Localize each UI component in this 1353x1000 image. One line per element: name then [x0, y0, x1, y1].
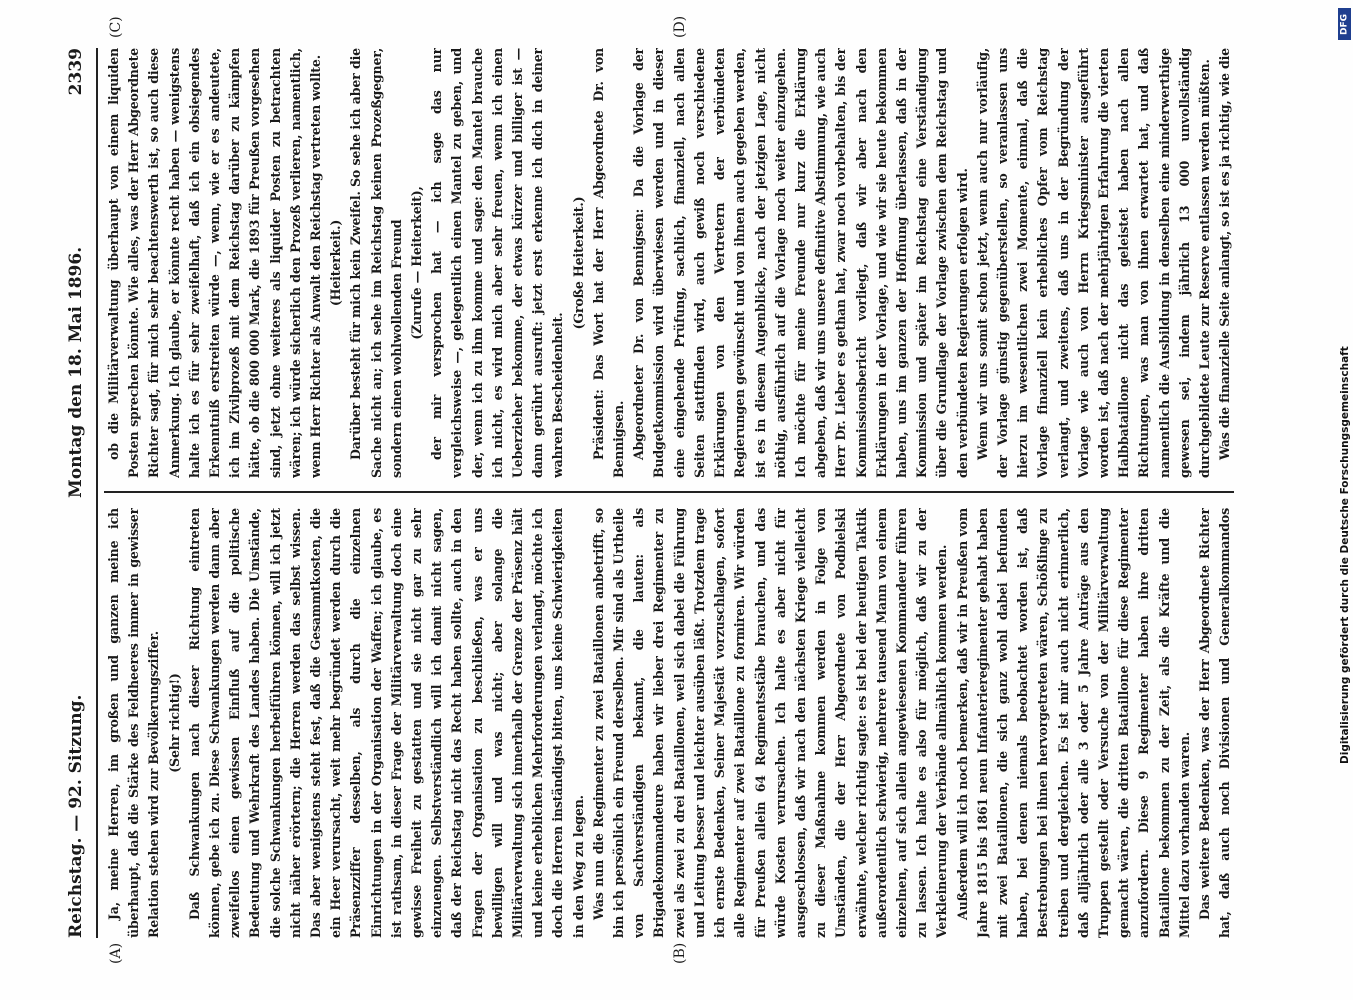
paragraph: (Heiterkeit.) [328, 219, 344, 307]
paragraph: (Sehr richtig!) [166, 673, 182, 773]
paragraph: der mir versprochen hat — ich sage das nur vergleichsweise —, gelegentlich einen Mantel zu geben, und der, wenn ich zu ihm komme und sage: den Mantel brauche ich nicht, es wird mich aber sehr freuen, wenn ich einen Ueberzieher bekomme, der etwas kürzer und billiger ist — dann gerührt ausruft: jetzt erst erkenne ich dich in deiner wahren Bescheidenheit. [429, 48, 566, 478]
paragraph: Außerdem will ich noch bemerken, daß wir in Preußen vom Jahre 1815 bis 1861 neun Infanterieregimenter gehabt haben mit zwei Bataillonen, die sich ganz wohl dabei befunden haben, bei denen niemals beobachtet worden ist, daß Bestrebungen bei ihnen hervorgetreten wären, Schößlinge zu treiben und dergleichen. Es ist mir auch nicht erinnerlich, daß alljährlich oder alle 3 oder 5 Jahre Anträge aus den Truppen gestellt oder Versuche von der Militärverwaltung gemacht wären, die dritten Bataillone für diese Regimenter anzufordern. Diese 9 Regimenter haben ihre dritten Bataillone bekommen zu der Zeit, als die Kräfte und die Mittel dazu vorhanden waren. [954, 508, 1192, 938]
dfg-logo: DFG [1338, 8, 1351, 40]
paragraph: Was die finanzielle Seite anlangt, so ist es ja richtig, wie die [1217, 48, 1233, 460]
margin-marker-a: (A) [108, 942, 124, 964]
margin-marker-c: (C) [108, 16, 124, 38]
column-divider [104, 491, 1234, 493]
page-number: 2339 [66, 48, 86, 96]
paragraph: Ja, meine Herren, im großen und ganzen meine ich überhaupt, daß die Stärke des Feldheeres immer in gewisser Relation stehen wird zur Bevölkerungsziffer. [106, 508, 162, 938]
header-rule [96, 48, 98, 938]
page-frame [60, 15, 1290, 964]
page-header [60, 48, 94, 938]
paragraph: Daß Schwankungen nach dieser Richtung eintreten können, gebe ich zu. Diese Schwankungen werden dann aber zweifellos einen gewissen Einfluß auf die politische Bedeutung und Wehrkraft des Landes haben. Die Umstände, die solche Schwankungen herbeiführen können, will ich jetzt nicht näher erörtern; die Herren werden das selbst wissen. Das aber wenigstens steht fest, daß die Gesammtkosten, die ein Heer verursacht, weit mehr begründet werden durch die Präsenzziffer desselben, als durch die einzelnen Einrichtungen in der Organisation der Waffen; ich glaube, es ist rathsam, in dieser Frage der Militärverwaltung doch eine gewisse Freiheit zu gestatten und sie nicht gar zu sehr einzuengen. Selbstverständlich will ich damit nicht sagen, daß der Reichstag nicht das Recht haben sollte, auch in den Fragen der Organisation zu beschließen, was er uns bewilligen will und was nicht; aber solange die Militärverwaltung sich innerhalb der Grenze der Präsenz hält und keine erheblichen Mehrforderungen verlangt, möchte ich doch die Herren inständigst bitten, uns keine Schwierigkeiten in den Weg zu legen. [186, 508, 586, 938]
paragraph: Was nun die Regimenter zu zwei Bataillonen anbetrifft, so bin ich persönlich ein Freund derselben. Mir sind als Urtheile von Sachverständigen bekannt, die lauten: als Brigadekommandeure haben wir lieber drei Regimenter zu zwei als zwei zu drei Bataillonen, weil sich dabei die Führung und Leitung besser und leichter ausüben läßt. Trotzdem trage ich ernste Bedenken, Seiner Majestät vorzuschlagen, sofort alle Regimenter auf zwei Bataillone zu formiren. Wir würden für Preußen allein 64 Regimentsstäbe brauchen, und das würde Kosten verursachen. Ich halte es aber nicht für ausgeschlossen, daß wir nach den nächsten Kriege vielleicht zu dieser Maßnahme kommen werden in Folge von Umständen, die der Herr Abgeordnete von Podbielski erwähnte, welcher richtig sagte: es ist bei der heutigen Taktik außerordentlich schwierig, mehrere tausend Mann von einem einzelnen, auf sich allein angewiesenen Kommandeur führen zu lassen. Ich halte es also für möglich, daß wir zu der Verkleinerung der Verbände allmählich kommen werden. [590, 508, 950, 938]
margin-marker-d: (D) [672, 15, 688, 38]
header-left-title: Reichstag. — 92. Sitzung. [66, 694, 86, 938]
paragraph: (Zurufe — Heiterkeit), [409, 186, 425, 340]
margin-marker-b: (B) [672, 942, 688, 964]
digitization-credit: Digitalisierung gefördert durch die Deutsche Forschungsgemeinschaft [1339, 346, 1351, 764]
paragraph: Das weitere Bedenken, was der Herr Abgeordnete Richter hat, daß auch noch Divisionen und Generalkommandos [1196, 508, 1233, 938]
paragraph: Abgeordneter Dr. von Bennigsen: Da die Vorlage der Budgetkommission wird überwiesen werden und in dieser eine eingehende Prüfung, sachlich, finanziell, nach allen Seiten stattfinden wird, auch gewiß noch verschiedene Erklärungen von den Vertretern der verbündeten Regierungen gewünscht und von ihnen auch gegeben werden, ist es in diesem Augenblicke, nach der jetzigen Lage, nicht nöthig, ausführlich auf die Vorlage noch weiter einzugehen. Ich möchte für meine Freunde nur kurz die Erklärung abgeben, daß wir uns unsere definitive Abstimmung, wie auch Herr Dr. Lieber es gethan hat, zwar noch vorbehalten, bis der Kommissionsbericht vorliegt, daß wir aber nach den Erklärungen in der Vorlage, und wie wir sie heute bekommen haben, uns im ganzen der Hoffnung überlassen, daß in der Kommission und später im Reichstag eine Verständigung über die Grundlage der Vorlage zwischen dem Reichstag und den verbündeten Regierungen erfolgen wird. [631, 48, 970, 478]
left-column [104, 508, 1234, 938]
paragraph: Darüber besteht für mich kein Zweifel. So sehe ich aber die Sache nicht an; ich sehe im Reichstag keinen Prozeßgegner, sondern einen wohlwollenden Freund [348, 48, 404, 478]
paragraph: ob die Militärverwaltung überhaupt von einem liquiden Posten sprechen könnte. Wie alles, was der Herr Abgeordnete Richter sagt, für mich sehr beachtenswerth ist, so auch diese Anmerkung. Ich glaube, er könnte recht haben — wenigstens halte ich es für sehr zweifelhaft, daß ich ein obsiegendes Erkenntniß erstreiten würde —, wenn, wie er es andeutete, ich im Zivilprozeß mit dem Reichstag darüber zu kämpfen hätte, ob die 800 000 Mark, die 1893 für Preußen vorgesehen sind, jetzt ohne weiteres als liquider Posten zu betrachten wären; ich würde sicherlich den Prozeß verlieren, namentlich, wenn Herr Richter als Anwalt den Reichstag vertreten wollte. [106, 48, 324, 478]
paragraph: Wenn wir uns somit schon jetzt, wenn auch nur vorläufig, der Vorlage günstig gegenüberstellen, so veranlassen uns hierzu im wesentlichen zwei Momente, einmal, daß die Vorlage finanziell kein erhebliches Opfer vom Reichstag verlangt, und zweitens, daß uns in der Begründung der Vorlage wie auch von Herrn Kriegsminister ausgeführt worden ist, daß nach der mehrjährigen Erfahrung die vierten Halbbataillone nicht das geleistet haben nach allen Richtungen, was man von ihnen erwartet hat, und daß namentlich die Ausbildung in denselben eine minderwerthige gewesen sei, indem jährlich 13 000 unvollständig durchgebildete Leute zur Reserve entlassen werden müßten. [974, 48, 1212, 478]
right-column [104, 48, 1234, 478]
paragraph: (Große Heiterkeit.) [570, 196, 586, 330]
header-center-title: Montag den 18. Mai 1896. [66, 246, 86, 498]
paragraph: Präsident: Das Wort hat der Herr Abgeordnete Dr. von Bennigsen. [590, 48, 627, 478]
